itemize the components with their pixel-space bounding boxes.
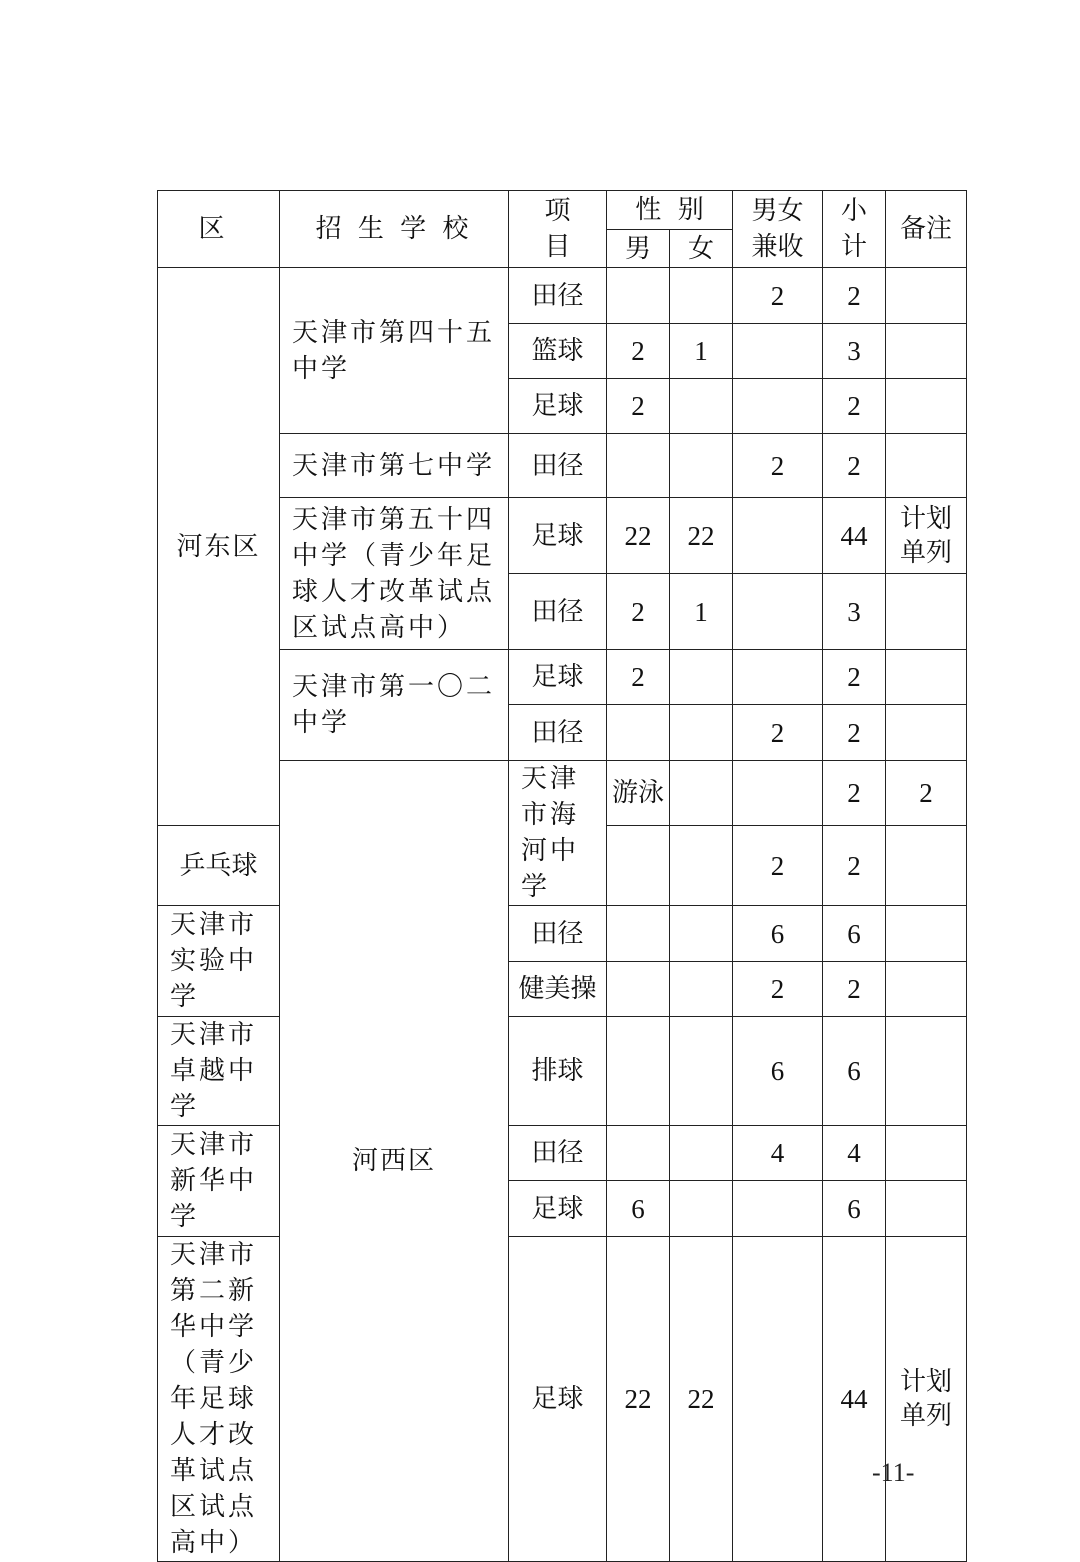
item-cell: 足球 bbox=[509, 498, 607, 574]
male-cell: 22 bbox=[607, 498, 670, 574]
male-cell: 2 bbox=[607, 379, 670, 434]
note-cell: 计划单列 bbox=[886, 1237, 967, 1562]
header-school: 招 生 学 校 bbox=[280, 191, 509, 268]
item-cell: 田径 bbox=[509, 574, 607, 650]
male-cell: 2 bbox=[607, 650, 670, 705]
male-cell bbox=[607, 705, 670, 761]
note-cell bbox=[886, 1181, 967, 1237]
coed-cell bbox=[733, 498, 823, 574]
male-cell bbox=[607, 826, 670, 906]
female-cell bbox=[670, 705, 733, 761]
male-cell: 2 bbox=[607, 324, 670, 379]
note-cell: 计划单列 bbox=[886, 498, 967, 574]
male-cell: 6 bbox=[607, 1181, 670, 1237]
item-cell: 田径 bbox=[509, 1126, 607, 1181]
subtotal-cell: 6 bbox=[823, 1181, 886, 1237]
female-cell bbox=[670, 1181, 733, 1237]
coed-cell bbox=[733, 574, 823, 650]
school-name: 天津市实验中学 bbox=[158, 906, 280, 1017]
note-cell bbox=[886, 705, 967, 761]
male-cell bbox=[670, 761, 733, 826]
female-cell bbox=[670, 434, 733, 498]
female-cell bbox=[670, 1017, 733, 1126]
female-cell bbox=[670, 268, 733, 324]
coed-cell bbox=[733, 1237, 823, 1562]
note-cell bbox=[886, 379, 967, 434]
coed-cell bbox=[733, 1181, 823, 1237]
item-cell: 田径 bbox=[509, 268, 607, 324]
note-cell bbox=[886, 268, 967, 324]
note-cell bbox=[886, 962, 967, 1017]
male-cell bbox=[607, 268, 670, 324]
item-cell: 足球 bbox=[509, 1237, 607, 1562]
coed-cell: 2 bbox=[733, 826, 823, 906]
female-cell: 1 bbox=[670, 574, 733, 650]
header-gender: 性 别 bbox=[607, 191, 733, 230]
female-cell bbox=[670, 906, 733, 962]
header-female: 女 bbox=[670, 230, 733, 268]
subtotal-cell: 3 bbox=[823, 324, 886, 379]
female-cell bbox=[670, 379, 733, 434]
note-cell bbox=[886, 650, 967, 705]
male-cell bbox=[607, 1126, 670, 1181]
subtotal-cell: 2 bbox=[823, 268, 886, 324]
district-cell: 河西区 bbox=[280, 761, 509, 1562]
page-number: -11- bbox=[872, 1458, 915, 1487]
male-cell: 22 bbox=[607, 1237, 670, 1562]
item-cell: 田径 bbox=[509, 705, 607, 761]
note-cell bbox=[886, 906, 967, 962]
note-cell bbox=[886, 826, 967, 906]
female-cell bbox=[670, 650, 733, 705]
coed-cell bbox=[733, 650, 823, 705]
coed-cell: 2 bbox=[733, 268, 823, 324]
item-cell: 健美操 bbox=[509, 962, 607, 1017]
female-cell: 22 bbox=[670, 1237, 733, 1562]
header-district: 区 bbox=[158, 191, 280, 268]
female-cell bbox=[670, 826, 733, 906]
subtotal-cell: 3 bbox=[823, 574, 886, 650]
item-cell: 游泳 bbox=[607, 761, 670, 826]
item-cell: 足球 bbox=[509, 379, 607, 434]
school-name: 天津市第五十四中学（青少年足球人才改革试点区试点高中） bbox=[280, 498, 509, 650]
female-cell: 22 bbox=[670, 498, 733, 574]
coed-cell: 2 bbox=[733, 705, 823, 761]
note-cell bbox=[886, 324, 967, 379]
item-cell: 乒乓球 bbox=[158, 826, 280, 906]
coed-cell bbox=[733, 379, 823, 434]
school-name: 天津市第二新华中学（青少年足球人才改革试点区试点高中） bbox=[158, 1237, 280, 1562]
item-cell: 排球 bbox=[509, 1017, 607, 1126]
item-cell: 足球 bbox=[509, 650, 607, 705]
subtotal-cell: 6 bbox=[823, 1017, 886, 1126]
female-cell bbox=[670, 962, 733, 1017]
note-cell bbox=[886, 1126, 967, 1181]
coed-cell: 2 bbox=[733, 962, 823, 1017]
school-name: 天津市第七中学 bbox=[280, 434, 509, 498]
subtotal-cell: 44 bbox=[823, 498, 886, 574]
school-name: 天津市第一〇二中学 bbox=[280, 650, 509, 761]
coed-cell: 6 bbox=[733, 906, 823, 962]
school-name: 天津市第四十五中学 bbox=[280, 268, 509, 434]
coed-cell: 6 bbox=[733, 1017, 823, 1126]
female-cell: 1 bbox=[670, 324, 733, 379]
female-cell bbox=[670, 1126, 733, 1181]
subtotal-cell: 2 bbox=[823, 650, 886, 705]
subtotal-cell: 2 bbox=[886, 761, 967, 826]
school-name: 天津市海河中学 bbox=[509, 761, 607, 906]
subtotal-cell: 2 bbox=[823, 826, 886, 906]
subtotal-cell: 2 bbox=[823, 962, 886, 1017]
item-cell: 篮球 bbox=[509, 324, 607, 379]
header-item: 项目 bbox=[509, 191, 607, 268]
enrollment-table bbox=[157, 190, 967, 1562]
subtotal-cell: 2 bbox=[823, 434, 886, 498]
note-cell bbox=[886, 1017, 967, 1126]
male-cell bbox=[607, 1017, 670, 1126]
male-cell: 2 bbox=[607, 574, 670, 650]
subtotal-cell: 2 bbox=[823, 705, 886, 761]
subtotal-cell: 44 bbox=[823, 1237, 886, 1562]
header-coed: 男女兼收 bbox=[733, 191, 823, 268]
item-cell: 田径 bbox=[509, 434, 607, 498]
female-cell bbox=[733, 761, 823, 826]
subtotal-cell: 2 bbox=[823, 379, 886, 434]
coed-cell: 2 bbox=[823, 761, 886, 826]
coed-cell bbox=[733, 324, 823, 379]
male-cell bbox=[607, 434, 670, 498]
coed-cell: 4 bbox=[733, 1126, 823, 1181]
item-cell: 田径 bbox=[509, 906, 607, 962]
male-cell bbox=[607, 962, 670, 1017]
male-cell bbox=[607, 906, 670, 962]
coed-cell: 2 bbox=[733, 434, 823, 498]
note-cell bbox=[886, 574, 967, 650]
district-cell: 河东区 bbox=[158, 268, 280, 826]
item-cell: 足球 bbox=[509, 1181, 607, 1237]
header-male: 男 bbox=[607, 230, 670, 268]
note-cell bbox=[886, 434, 967, 498]
school-name: 天津市卓越中学 bbox=[158, 1017, 280, 1126]
school-name: 天津市新华中学 bbox=[158, 1126, 280, 1237]
header-subtotal: 小计 bbox=[823, 191, 886, 268]
header-note: 备注 bbox=[886, 191, 967, 268]
subtotal-cell: 4 bbox=[823, 1126, 886, 1181]
subtotal-cell: 6 bbox=[823, 906, 886, 962]
